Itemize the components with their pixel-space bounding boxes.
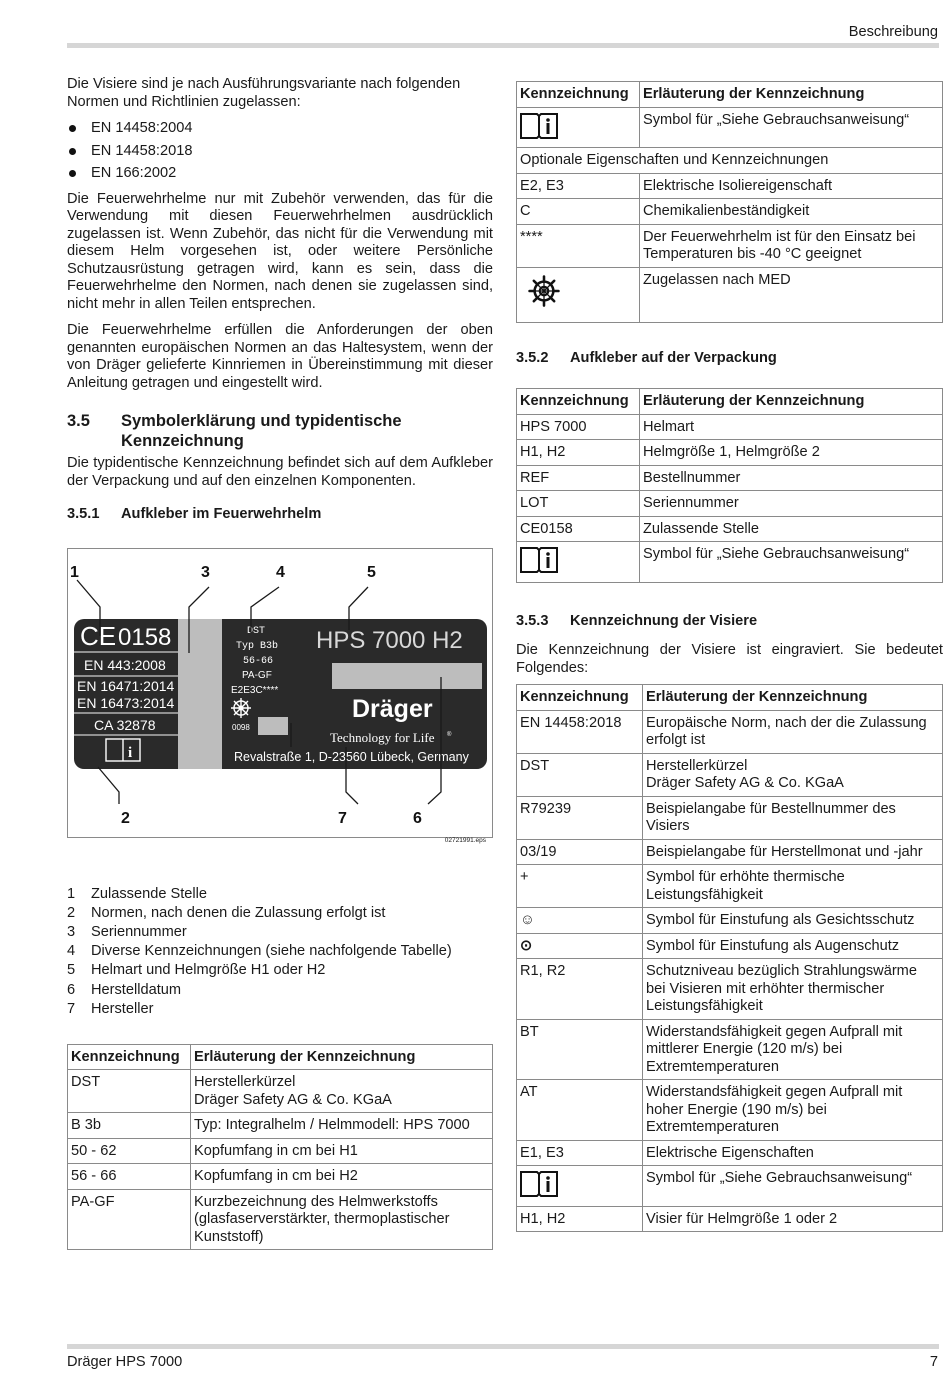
table-row: EN 14458:2018 Europäische Norm, nach der die Zulassung erfolgt ist xyxy=(517,710,943,753)
table-header-row: Kennzeichnung Erläuterung der Kennzeichnung xyxy=(517,82,943,108)
table-row xyxy=(517,148,943,174)
label-model: HPS 7000 H2 xyxy=(316,626,463,654)
table-row: C Chemikalienbeständigkeit xyxy=(517,199,943,225)
eye-protection-icon: ⊙ xyxy=(517,933,643,959)
book-info-icon xyxy=(520,1170,558,1197)
label-norm-1: EN 443:2008 xyxy=(84,656,166,673)
table-header-row: Kennzeichnung Erläuterung der Kennzeichnung xyxy=(68,1044,493,1070)
table-row: 56 - 66 Kopfumfang in cm bei H2 xyxy=(68,1164,493,1190)
table-row: **** Der Feuerwehrhelm ist für den Einsatz bei Temperaturen bis -40 °C geeignet xyxy=(517,224,943,267)
table-row: 03/19 Beispielangabe für Herstellmonat und -jahr xyxy=(517,839,943,865)
label-brand: Dräger xyxy=(352,694,433,723)
table-row: ⊙ Symbol für Einstufung als Augenschutz xyxy=(517,933,943,959)
helmet-label-drawing xyxy=(68,549,494,839)
table-row: + Symbol für erhöhte thermische Leistungsfähigkeit xyxy=(517,865,943,908)
bullet-icon xyxy=(69,170,76,177)
figure-file-id: 02721991.eps xyxy=(444,837,486,844)
bullet-icon xyxy=(69,148,76,155)
callout-2: 2 xyxy=(121,809,130,827)
table-header-row: Kennzeichnung Erläuterung der Kennzeichnung xyxy=(517,389,943,415)
label-dst: DST xyxy=(247,625,266,637)
requirements-paragraph: Die Feuerwehrhelme erfüllen die Anforderungen der oben genannten europäischen Normen an das Haltesystem, wenn der von Dräger gelieferte Kinnriemen in Übereinstimmung mit dieser Anleitung getragen und eingestellt wird. xyxy=(67,322,493,391)
table-row: ☺ Symbol für Einstufung als Gesichtsschutz xyxy=(517,908,943,934)
date-field xyxy=(258,717,288,735)
table-row: E2, E3 Elektrische Isoliereigenschaft xyxy=(517,173,943,199)
table-row: CE0158 Zulassende Stelle xyxy=(517,516,943,542)
table-row: BT Widerstandsfähigkeit gegen Aufprall mit mittlerer Energie (120 m/s) bei Extremtemperaturen xyxy=(517,1019,943,1080)
table-row: PA-GF Kurzbezeichnung des Helmwerkstoffs (glasfaserverstärkter, thermoplastischer Kunststoff) xyxy=(68,1189,493,1250)
section-3-5-text: Die typidentische Kennzeichnung befindet sich auf dem Aufkleber der Verpackung und auf den einzelnen Komponenten. xyxy=(67,455,493,489)
label-slogan: Technology for Life xyxy=(330,729,435,745)
left-column xyxy=(67,76,493,1250)
page-header xyxy=(67,24,939,48)
section-3-5-3-text: Die Kennzeichnung der Visiere ist eingraviert. Sie bedeutet Folgendes: xyxy=(516,642,943,676)
header-section-name: Beschreibung xyxy=(848,24,938,40)
table-row: Zugelassen nach MED xyxy=(517,267,943,322)
label-ce-number: 0158 xyxy=(118,623,172,651)
table-row: Symbol für „Siehe Gebrauchsanweisung“ xyxy=(517,107,943,148)
table-row: E1, E3 Elektrische Eigenschaften xyxy=(517,1140,943,1166)
table-row: H1, H2 Visier für Helmgröße 1 oder 2 xyxy=(517,1206,943,1232)
table-row: DST Herstellerkürzel Dräger Safety AG & Co. KGaA xyxy=(517,753,943,796)
list-item: 1 Zulassende Stelle xyxy=(67,885,208,902)
intro-paragraph: Die Visiere sind je nach Ausführungsvariante nach folgenden Normen und Richtlinien zugelassen: xyxy=(67,76,461,110)
table-row: R79239 Beispielangabe für Bestellnummer des Visiers xyxy=(517,796,943,839)
med-wheel-icon xyxy=(527,274,561,308)
label-norm-2: EN 16471:2014 xyxy=(77,677,175,694)
list-item: 2 Normen, nach denen die Zulassung erfolgt ist xyxy=(67,904,386,921)
table-row: LOT Seriennummer xyxy=(517,491,943,517)
book-info-icon xyxy=(520,112,558,139)
page-number: 7 xyxy=(929,1354,938,1370)
label-norm-3: EN 16473:2014 xyxy=(77,694,175,711)
bullet-icon xyxy=(69,125,76,132)
face-protection-icon: ☺ xyxy=(517,908,643,934)
table-row: Symbol für „Siehe Gebrauchsanweisung“ xyxy=(517,1166,943,1207)
right-column xyxy=(516,81,943,1232)
svg-text:i: i xyxy=(128,744,133,761)
callout-3: 3 xyxy=(201,563,210,581)
list-item: EN 14458:2004 xyxy=(67,120,493,138)
table-row: B 3b Typ: Integralhelm / Helmmodell: HPS 7000 xyxy=(68,1113,493,1139)
label-size: 56-66 xyxy=(243,655,274,667)
optional-heading: Optionale Eigenschaften und Kennzeichnungen xyxy=(517,148,943,174)
list-item: 5 Helmart und Helmgröße H1 oder H2 xyxy=(67,962,326,979)
section-heading-3-5-2: 3.5.2 Aufkleber auf der Verpackung xyxy=(516,349,777,366)
callout-5: 5 xyxy=(367,563,376,581)
registered-icon: ® xyxy=(447,731,452,738)
table-row: DST Herstellerkürzel Dräger Safety AG & Co. KGaA xyxy=(68,1070,493,1113)
norm-list xyxy=(67,120,493,183)
label-material: PA-GF xyxy=(242,669,272,681)
visor-marking-table xyxy=(516,684,943,1232)
label-marks: E2E3C**** xyxy=(231,684,279,696)
section-heading-3-5-1: 3.5.1 Aufkleber im Feuerwehrhelm xyxy=(67,506,322,522)
callout-4: 4 xyxy=(276,563,285,581)
helmet-label-figure xyxy=(67,548,493,844)
label-typ: Typ B3b xyxy=(236,640,279,652)
callout-7: 7 xyxy=(338,809,347,827)
label-med-wheel-icon xyxy=(231,698,251,718)
label-ca-number: CA 32878 xyxy=(94,716,156,733)
callout-6: 6 xyxy=(413,809,422,827)
list-item: 6 Herstelldatum xyxy=(67,981,182,998)
list-item: 4 Diverse Kennzeichnungen (siehe nachfolgende Tabelle) xyxy=(67,943,452,960)
footer-product: Dräger HPS 7000 xyxy=(67,1354,183,1370)
ce-mark-icon: CE xyxy=(80,620,117,651)
callout-1: 1 xyxy=(70,563,79,581)
table-row: REF Bestellnummer xyxy=(517,465,943,491)
book-info-icon xyxy=(520,546,558,573)
table-row: HPS 7000 Helmart xyxy=(517,414,943,440)
page-footer xyxy=(67,1344,939,1370)
accessories-paragraph: Die Feuerwehrhelme nur mit Zubehör verwenden, das für die Verwendung mit diesen Feuerwehrhelmen ausdrücklich zugelassen ist. Wenn Zubehör, das nicht für die Verwendung mit diesem Helm vorgesehen ist, oder weitere Persönliche Schutzausrüstung getragen wird, kann es sein, dass die Feuerwehrhelme den Normen, nach denen sie zugelassen sind, nicht mehr in allen Teilen entsprechen. xyxy=(67,190,493,312)
marking-table xyxy=(516,81,943,323)
model-field xyxy=(332,663,482,689)
table-row: 50 - 62 Kopfumfang in cm bei H1 xyxy=(68,1138,493,1164)
label-med-number: 0098 xyxy=(232,722,250,732)
list-item: EN 166:2002 xyxy=(67,165,493,183)
table-row: AT Widerstandsfähigkeit gegen Aufprall mit hoher Energie (190 m/s) bei Extremtemperaturen xyxy=(517,1080,943,1141)
figure-legend xyxy=(67,885,493,1019)
list-item: EN 14458:2018 xyxy=(67,143,493,161)
table-row: R1, R2 Schutzniveau bezüglich Strahlungswärme bei Visieren mit erhöhter thermischer Leistungsfähigkeit xyxy=(517,959,943,1020)
label-address: Revalstraße 1, D-23560 Lübeck, Germany xyxy=(234,749,469,764)
table-row: Symbol für „Siehe Gebrauchsanweisung“ xyxy=(517,542,943,583)
helmet-marking-table xyxy=(67,1044,493,1251)
package-marking-table xyxy=(516,388,943,583)
table-row: H1, H2 Helmgröße 1, Helmgröße 2 xyxy=(517,440,943,466)
list-item: 3 Seriennummer xyxy=(67,923,187,940)
table-header-row: Kennzeichnung Erläuterung der Kennzeichnung xyxy=(517,685,943,711)
section-heading-3-5-3: 3.5.3 Kennzeichnung der Visiere xyxy=(516,612,758,629)
serial-field xyxy=(178,619,222,769)
section-heading-3-5: 3.5 Symbolerklärung und typidentische Kennzeichnung xyxy=(67,412,402,450)
list-item: 7 Hersteller xyxy=(67,1000,154,1017)
